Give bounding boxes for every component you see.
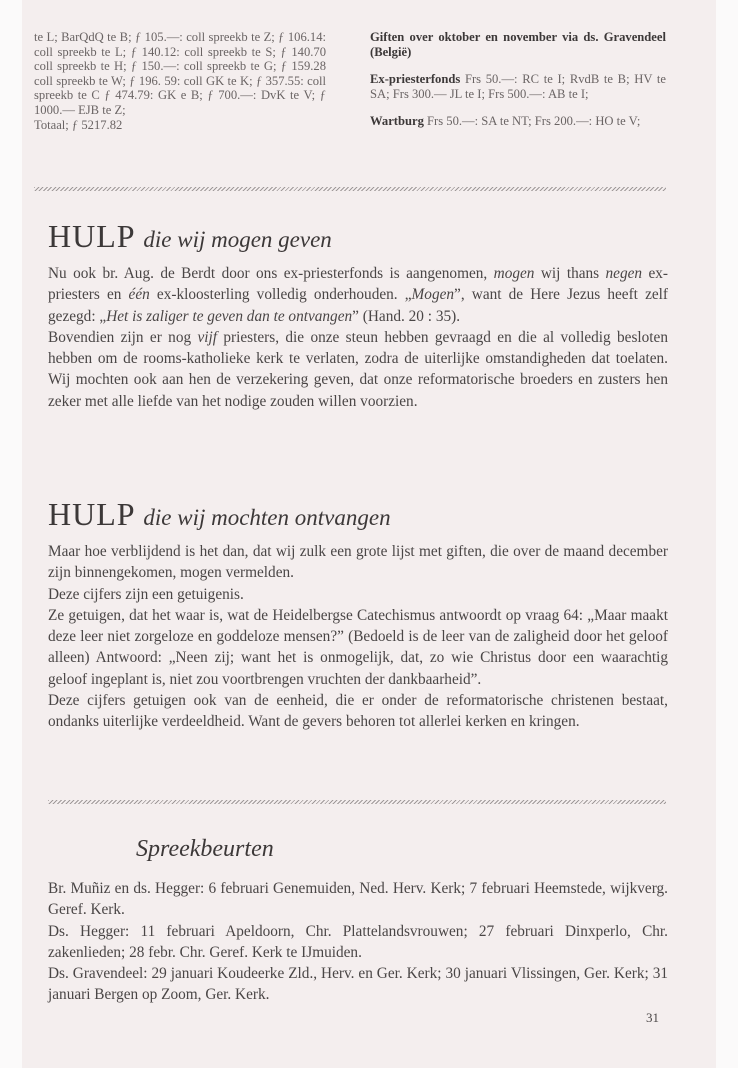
wavy-divider	[34, 187, 666, 191]
wartburg-text: Frs 50.—: SA te NT; Frs 200.—: HO te V;	[427, 114, 641, 129]
wavy-divider	[48, 800, 666, 804]
paragraph: Ze getuigen, dat het waar is, wat de Heidelbergse Catechismus antwoordt op vraag 64: „Maar maakt deze leer niet zorgeloze en goddeloze mensen?” (Bedoeld is de leer van de zaligheid door het geloof alleen) Antwoord: „Neen zij; want het is onmogelijk, dat, zo wie Christus door een waarachtig geloof ingeplant is, niet zou voortbrengen vruchten der dankbaarheid”.	[48, 606, 668, 688]
paragraph: Deze cijfers getuigen ook van de eenheid, die er onder de reformatorische christenen bestaat, ondanks uiterlijke verdeeldheid. Want de gevers behoren tot allerlei kerken en kringen.	[48, 692, 668, 731]
donations-left-column	[34, 30, 326, 145]
section-title-hulp-geven	[48, 218, 332, 255]
title-caps: HULP	[48, 218, 135, 254]
page-number: 31	[646, 1010, 659, 1025]
paragraph: Ds. Hegger: 11 februari Apeldoorn, Chr. Plattelandsvrouwen; 27 februari Dinxperlo, Chr. zakenlieden; 28 febr. Chr. Geref. Kerk te IJmuiden.	[48, 922, 668, 961]
text: wij thans	[534, 265, 606, 282]
donations-right-column	[370, 30, 666, 142]
title-italic: die wij mochten ontvangen	[143, 505, 391, 530]
text: ” (Hand. 20 : 35).	[352, 307, 461, 325]
text: Nu ook br. Aug. de Berdt door ons ex-priesterfonds is aangenomen,	[48, 265, 494, 282]
emphasis: Mogen	[411, 286, 455, 304]
section-body-ontvangen	[48, 541, 668, 733]
wartburg-entry	[370, 114, 666, 129]
paragraph: Maar hoe verblijdend is het dan, dat wij zulk een grote lijst met giften, die over de maand december zijn binnengekomen, mogen vermelden.	[48, 543, 668, 582]
belgium-gifts-heading: Giften over oktober en november via ds. Gravendeel (België)	[370, 30, 666, 59]
title-caps: HULP	[48, 496, 135, 532]
section-title-spreekbeurten: Spreekbeurten	[136, 836, 274, 862]
paragraph: Ds. Gravendeel: 29 januari Koudeerke Zld., Herv. en Ger. Kerk; 30 januari Vlissingen, Ger. Kerk; 31 januari Bergen op Zoom, Ger. Kerk.	[48, 965, 668, 1004]
donations-total: Totaal; ƒ 5217.82	[34, 117, 123, 132]
text: ex-kloosterling volledig onderhouden. „	[149, 286, 412, 304]
section-title-hulp-ontvangen	[48, 496, 391, 533]
ex-priest-fund-entry	[370, 72, 666, 101]
text: ex-priesters en	[48, 265, 669, 304]
ex-priest-fund-text: Frs 50.—: RC te I; RvdB te B; HV te SA; Frs 300.— JL te I; Frs 500.—: AB te I;	[370, 72, 666, 101]
emphasis: één	[128, 286, 150, 304]
text: priesters, die onze steun hebben gevraagd en die al volledig besloten hebben om de rooms-katholieke kerk te verlaten, zodra de uiterlijke omstandigheden dat toelaten. Wij mochten ook aan hen de verzekering geven, dat onze reformatorische broeders en zusters hen zeker met alle liefde van het nodige zouden willen voorzien.	[48, 328, 668, 410]
text: ”, want de Here Jezus heeft zelf gezegd: „	[48, 286, 668, 325]
ex-priest-fund-label: Ex-priesterfonds	[370, 72, 461, 87]
emphasis: mogen	[493, 265, 535, 282]
emphasis: negen	[605, 265, 643, 282]
emphasis: vijf	[197, 328, 218, 346]
text: Bovendien zijn er nog	[48, 328, 198, 346]
section-body-geven	[48, 263, 668, 412]
paragraph	[48, 263, 668, 327]
wartburg-label: Wartburg	[370, 114, 424, 129]
donations-list: te L; BarQdQ te B; ƒ 105.—: coll spreekb te Z; ƒ 106.14: coll spreekb te L; ƒ 140.12: coll spreekb te S; ƒ 140.70 coll spreekb te H; ƒ 150.—: coll spreekb te G; ƒ 159.28 coll spreekb te W; ƒ 196. 59: coll GK te K; ƒ 357.55: coll spreekb te C ƒ 474.79: GK e B; ƒ 700.—: DvK te V; ƒ 1000.— EJB te Z;	[34, 30, 326, 117]
paragraph: Br. Muñiz en ds. Hegger: 6 februari Genemuiden, Ned. Herv. Kerk; 7 februari Heemstede, wijkverg. Geref. Kerk.	[48, 880, 668, 919]
quote: Het is zaliger te geven dan te ontvangen	[106, 307, 353, 325]
paragraph	[48, 327, 668, 412]
title-italic: die wij mogen geven	[143, 227, 332, 252]
paragraph: Deze cijfers zijn een getuigenis.	[48, 585, 244, 603]
section-body-spreekbeurten	[48, 878, 668, 1006]
